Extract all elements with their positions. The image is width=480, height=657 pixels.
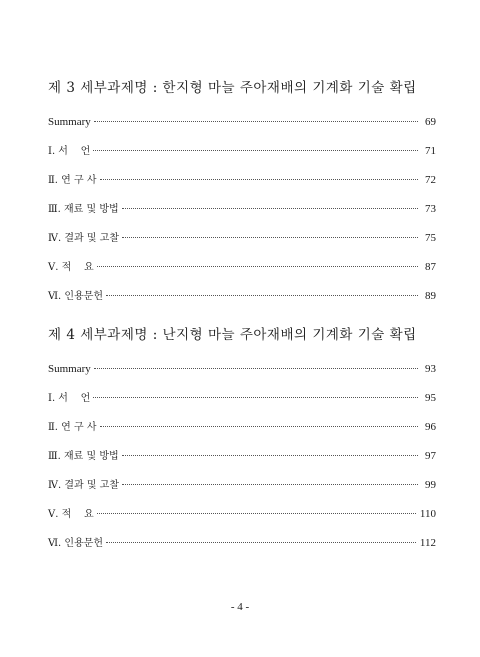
toc-entry-results-discussion[interactable] bbox=[48, 471, 436, 500]
dot-leader bbox=[122, 208, 418, 209]
toc-entry-label: Ⅰ. 서 언 bbox=[48, 393, 91, 404]
dot-leader bbox=[122, 484, 418, 485]
toc-entry-results-discussion[interactable] bbox=[48, 224, 436, 253]
toc-entry-label: Ⅲ. 재료 및 방법 bbox=[48, 204, 119, 215]
toc-entry-review[interactable] bbox=[48, 166, 436, 195]
toc-entry-label: Ⅳ. 결과 및 고찰 bbox=[48, 480, 120, 491]
toc-entry-page: 75 bbox=[425, 232, 436, 244]
toc-entry-review[interactable] bbox=[48, 413, 436, 442]
page-number: - 4 - bbox=[230, 601, 250, 613]
toc-entry-references[interactable] bbox=[48, 282, 436, 311]
toc-entry-introduction[interactable] bbox=[48, 384, 436, 413]
toc-entry-references[interactable] bbox=[48, 529, 436, 558]
toc-entry-label: Ⅴ. 적 요 bbox=[48, 262, 94, 273]
toc-section-3 bbox=[48, 78, 436, 311]
dot-leader bbox=[97, 266, 418, 267]
toc-entry-label: Summary bbox=[48, 363, 91, 375]
toc-entry-page: 73 bbox=[425, 203, 436, 215]
toc-entry-page: 71 bbox=[425, 145, 436, 157]
dot-leader bbox=[100, 179, 419, 180]
dot-leader bbox=[106, 542, 416, 543]
toc-entry-page: 96 bbox=[425, 421, 436, 433]
toc-list bbox=[48, 108, 436, 311]
toc-entry-materials-methods[interactable] bbox=[48, 195, 436, 224]
toc-entry-page: 72 bbox=[425, 174, 436, 186]
toc-entry-label: Ⅵ. 인용문헌 bbox=[48, 291, 104, 302]
dot-leader bbox=[94, 121, 418, 122]
toc-entry-introduction[interactable] bbox=[48, 137, 436, 166]
toc-entry-label: Ⅰ. 서 언 bbox=[48, 146, 91, 157]
toc-entry-page: 95 bbox=[425, 392, 436, 404]
toc-entry-page: 87 bbox=[425, 261, 436, 273]
dot-leader bbox=[122, 455, 418, 456]
toc-entry-label: Ⅵ. 인용문헌 bbox=[48, 538, 104, 549]
toc-entry-label: Ⅱ. 연 구 사 bbox=[48, 422, 97, 433]
toc-entry-label: Ⅲ. 재료 및 방법 bbox=[48, 451, 119, 462]
dot-leader bbox=[122, 237, 418, 238]
toc-entry-summary[interactable] bbox=[48, 355, 436, 384]
dot-leader bbox=[100, 426, 419, 427]
toc-entry-label: Summary bbox=[48, 116, 91, 128]
toc-entry-page: 112 bbox=[419, 537, 436, 549]
toc-entry-page: 99 bbox=[425, 479, 436, 491]
toc-entry-label: Ⅴ. 적 요 bbox=[48, 509, 94, 520]
dot-leader bbox=[94, 368, 418, 369]
toc-entry-page: 93 bbox=[425, 363, 436, 375]
toc-section-4 bbox=[48, 325, 436, 558]
toc-entry-materials-methods[interactable] bbox=[48, 442, 436, 471]
toc-entry-label: Ⅱ. 연 구 사 bbox=[48, 175, 97, 186]
dot-leader bbox=[106, 295, 418, 296]
toc-entry-abstract[interactable] bbox=[48, 500, 436, 529]
toc-entry-summary[interactable] bbox=[48, 108, 436, 137]
toc-entry-label: Ⅳ. 결과 및 고찰 bbox=[48, 233, 120, 244]
dot-leader bbox=[93, 150, 418, 151]
section-title: 제 4 세부과제명 : 난지형 마늘 주아재배의 기계화 기술 확립 bbox=[48, 327, 417, 343]
toc-entry-abstract[interactable] bbox=[48, 253, 436, 282]
toc-entry-page: 97 bbox=[425, 450, 436, 462]
section-title: 제 3 세부과제명 : 한지형 마늘 주아재배의 기계화 기술 확립 bbox=[48, 80, 417, 96]
toc-entry-page: 89 bbox=[425, 290, 436, 302]
toc-entry-page: 110 bbox=[419, 508, 436, 520]
toc-list bbox=[48, 355, 436, 558]
toc-entry-page: 69 bbox=[425, 116, 436, 128]
dot-leader bbox=[93, 397, 418, 398]
dot-leader bbox=[97, 513, 416, 514]
